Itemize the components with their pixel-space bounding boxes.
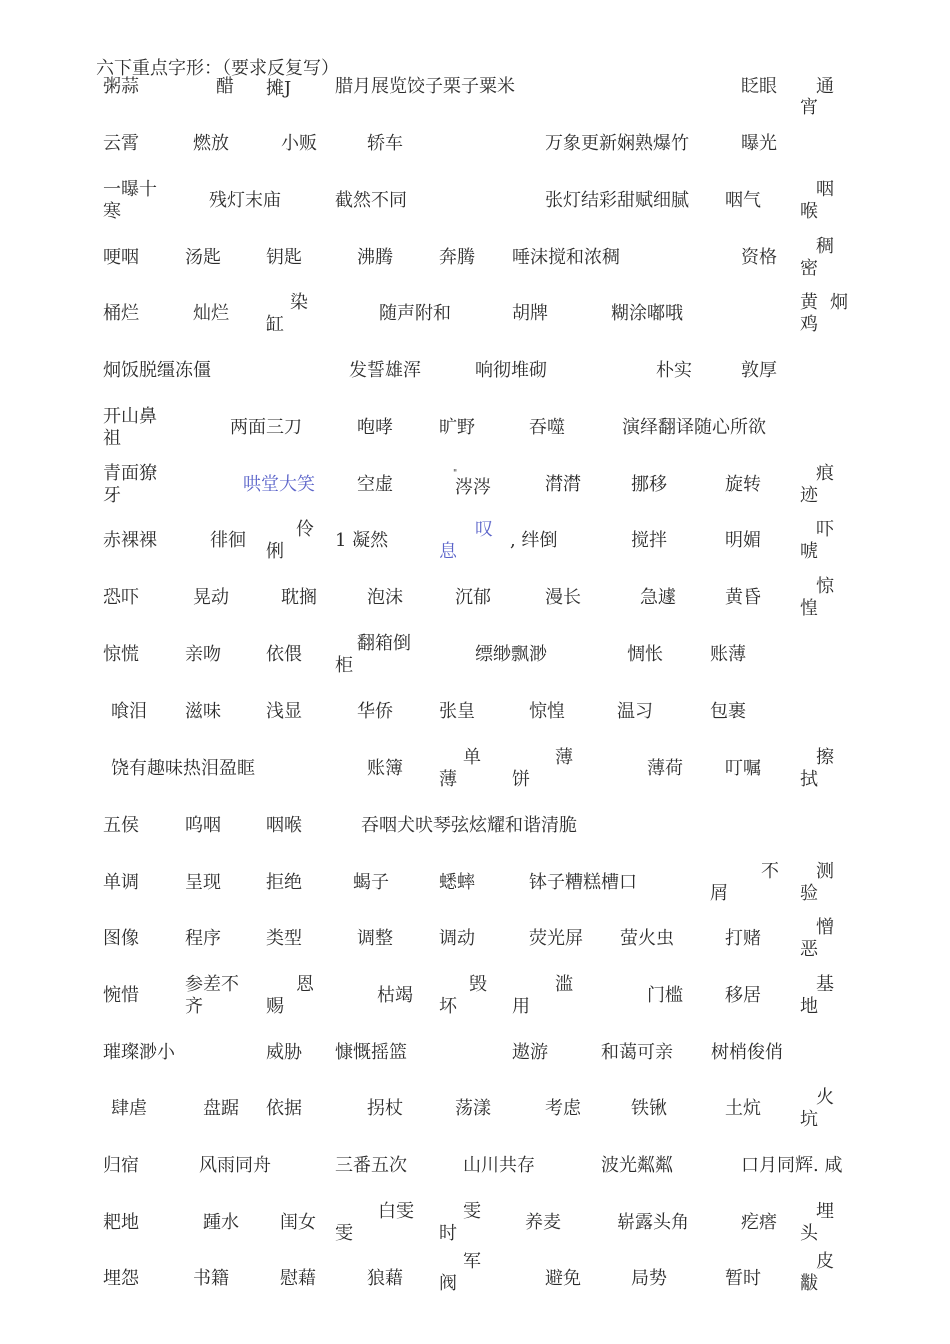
word-entry: 开山鼻 [103,406,157,427]
word-entry: 染 [290,292,308,313]
word-entry: 轿车 [367,133,403,154]
word-entry: 头 [800,1223,818,1244]
word-entry: 门槛 [647,985,683,1006]
word-entry: 图像 [103,928,139,949]
word-entry: 迹 [800,485,818,506]
word-entry: 响彻堆砌 [475,360,547,381]
page-title: 六下重点字形：（要求反复写） [96,58,339,79]
word-entry: 慷慨摇篮 [335,1042,407,1063]
word-entry: 一曝十 [103,179,157,200]
word-entry: 避免 [545,1268,581,1289]
word-entry: 叹 [475,519,493,540]
word-entry: 拒绝 [266,872,302,893]
word-entry: 旷野 [439,417,475,438]
word-entry: 铁锹 [631,1098,667,1119]
word-entry: 牙 [103,485,121,506]
word-entry: 黻 [800,1273,818,1294]
word-entry: 考虑 [545,1098,581,1119]
word-entry: 雯 [463,1201,481,1222]
word-entry: 吞噬 [529,417,565,438]
word-entry: 薄 [439,769,457,790]
word-entry: 憎 [816,917,834,938]
word-entry: 资格 [741,247,777,268]
word-entry: 崭露头角 [617,1212,689,1233]
word-entry: 泡沫 [367,587,403,608]
word-entry: 山川共存 [463,1155,535,1176]
word-entry: 拭 [800,769,818,790]
word-entry: , 绊倒 [510,530,558,551]
word-entry: 哽咽 [103,247,139,268]
word-entry: 赤裸裸 [103,530,157,551]
word-entry: 翻箱倒 [357,633,411,654]
word-entry: 滋味 [185,701,221,722]
word-entry: 单调 [103,872,139,893]
word-entry: " [453,469,458,479]
word-entry: 截然不同 [335,190,407,211]
word-entry: 皮 [816,1251,834,1272]
word-entry: 时 [439,1223,457,1244]
word-entry: 小贩 [281,133,317,154]
word-entry: 朴实 [656,360,692,381]
word-entry: 荧光屏 [529,928,583,949]
word-entry: 荡漾 [455,1098,491,1119]
word-entry: 枯竭 [377,985,413,1006]
word-entry: 急遽 [640,587,676,608]
word-entry: 齐 [185,996,203,1017]
word-entry: 搅拌 [631,530,667,551]
word-entry: 炯 [830,292,848,313]
word-entry: 曝光 [741,133,777,154]
word-entry: 惋惜 [103,985,139,1006]
word-entry: 调整 [357,928,393,949]
word-entry: 薄 [555,747,573,768]
word-entry: 唬 [800,541,818,562]
word-entry: 恩 [296,974,314,995]
word-entry: 醋 [216,76,234,97]
word-entry: 咽 [816,179,834,200]
word-entry: 踵水 [203,1212,239,1233]
word-entry: 咽气 [725,190,761,211]
word-entry: 赐 [266,996,284,1017]
word-entry: 慰藉 [280,1268,316,1289]
word-entry: 坑 [800,1109,818,1130]
word-entry: 盘踞 [203,1098,239,1119]
word-entry: 挪移 [631,474,667,495]
word-entry: 华侨 [357,701,393,722]
word-entry: 胡牌 [512,303,548,324]
word-entry: 沸腾 [357,247,393,268]
word-entry: 波光粼粼 [601,1155,673,1176]
word-entry: 青面獠 [103,463,157,484]
word-entry: 钥匙 [266,247,302,268]
word-entry: 张皇 [439,701,475,722]
word-entry: 灿烂 [193,303,229,324]
word-entry: 测 [816,861,834,882]
word-entry: 明媚 [725,530,761,551]
word-entry: 包裹 [710,701,746,722]
word-entry: 俐 [266,541,284,562]
word-entry: 缸 [266,314,284,335]
word-entry: 咽喉 [266,815,302,836]
word-entry: 沉郁 [455,587,491,608]
word-entry: 徘徊 [210,530,246,551]
word-entry: 惶 [800,598,818,619]
word-entry: 移居 [725,985,761,1006]
word-entry: 叮嘱 [725,758,761,779]
word-entry: 粥蒜 [103,76,139,97]
word-entry: 两面三刀 [230,417,302,438]
word-entry: 息 [439,541,457,562]
word-entry: 祖 [103,428,121,449]
word-entry: 阀 [439,1273,457,1294]
word-entry: 书籍 [193,1268,229,1289]
word-entry: 密 [800,258,818,279]
word-entry: 基 [816,974,834,995]
word-entry: 归宿 [103,1155,139,1176]
word-entry: 糊涂嘟哦 [611,303,683,324]
word-entry: 单 [463,747,481,768]
word-entry: 打赌 [725,928,761,949]
word-entry: 参差不 [185,974,239,995]
word-entry: 吞咽犬吠琴弦炫耀和谐清脆 [361,815,577,836]
word-entry: 唾沫搅和浓稠 [512,247,620,268]
word-entry: 土炕 [725,1098,761,1119]
word-entry: 敦厚 [741,360,777,381]
word-entry: 屑 [710,883,728,904]
word-entry: 黄昏 [725,587,761,608]
word-entry: 桶烂 [103,303,139,324]
word-entry: 蟋蟀 [439,872,475,893]
word-entry: 威胁 [266,1042,302,1063]
word-entry: 饼 [512,769,530,790]
word-entry: 吓 [816,519,834,540]
word-entry: 疙瘩 [741,1212,777,1233]
word-entry: 五侯 [103,815,139,836]
word-entry: 账簿 [367,758,403,779]
word-entry: 惊 [816,576,834,597]
word-entry: 汤匙 [185,247,221,268]
word-entry: 拐杖 [367,1098,403,1119]
word-entry: 奔腾 [439,247,475,268]
word-entry: 遨游 [512,1042,548,1063]
word-entry: 燃放 [193,133,229,154]
word-entry: 张灯结彩甜赋细腻 [545,190,689,211]
word-entry: 惊慌 [103,644,139,665]
word-entry: 缥缈飘渺 [475,644,547,665]
word-entry: 钵子糟糕槽口 [529,872,637,893]
word-entry: 白雯 [378,1201,414,1222]
word-entry: 雯 [335,1223,353,1244]
word-entry: 毁 [469,974,487,995]
word-entry: 树梢俊俏 [711,1042,783,1063]
word-entry: 三番五次 [335,1155,407,1176]
word-entry: 饶有趣味热泪盈眶 [111,758,255,779]
word-entry: 不 [761,861,779,882]
word-entry: 1 凝然 [335,530,389,551]
word-entry: 程序 [185,928,221,949]
word-entry: 滥 [555,974,573,995]
word-entry: 火 [816,1087,834,1108]
word-entry: 惆怅 [627,644,663,665]
word-entry: 潸潸 [545,474,581,495]
word-entry: 调动 [439,928,475,949]
word-entry: 漫长 [545,587,581,608]
word-entry: 云霄 [103,133,139,154]
word-entry: 薄荷 [647,758,683,779]
word-entry: 萤火虫 [620,928,674,949]
word-entry: 擦 [816,747,834,768]
word-entry: 账薄 [710,644,746,665]
word-entry: 狼藉 [367,1268,403,1289]
word-entry: 痕 [816,463,834,484]
word-entry: 风雨同舟 [199,1155,271,1176]
word-entry: 晃动 [193,587,229,608]
word-entry: 炯饭脱缰冻僵 [103,360,211,381]
word-entry: 埋 [816,1201,834,1222]
word-entry: 残灯末庙 [209,190,281,211]
word-entry: 耽搁 [281,587,317,608]
word-entry: 温习 [617,701,653,722]
word-entry: 依偎 [266,644,302,665]
word-entry: 通 [816,76,834,97]
word-entry: 眨眼 [741,76,777,97]
word-entry: 稠 [816,236,834,257]
word-entry: 演绎翻译随心所欲 [622,417,766,438]
word-entry: 口月同辉. 咸 [741,1155,843,1176]
word-entry: 万象更新娴熟爆竹 [545,133,689,154]
word-entry: 鸡 [800,314,818,335]
word-entry: 依据 [266,1098,302,1119]
word-entry: 肆虐 [111,1098,147,1119]
word-entry: 伶 [296,519,314,540]
word-entry: 耙地 [103,1212,139,1233]
word-entry: 暂时 [725,1268,761,1289]
word-entry: 恐吓 [103,587,139,608]
word-entry: 验 [800,883,818,904]
word-entry: 浅显 [266,701,302,722]
word-entry: 恶 [800,939,818,960]
word-entry: 呈现 [185,872,221,893]
word-entry: 类型 [266,928,302,949]
word-entry: 喉 [800,201,818,222]
word-entry: 空虚 [357,474,393,495]
word-entry: 埋怨 [103,1268,139,1289]
word-entry: 旋转 [725,474,761,495]
word-entry: 局势 [631,1268,667,1289]
word-entry: 亲吻 [185,644,221,665]
word-entry: 和蔼可亲 [601,1042,673,1063]
word-entry: 呜咽 [185,815,221,836]
word-entry: 喰泪 [111,701,147,722]
word-entry: 坏 [439,996,457,1017]
word-entry: 璀璨渺小 [103,1042,175,1063]
word-entry: 腊月展览饺子栗子粟米 [335,76,515,97]
word-entry: 地 [800,996,818,1017]
word-entry: 闺女 [280,1212,316,1233]
word-entry: 军 [463,1251,481,1272]
word-entry: 惊惶 [529,701,565,722]
word-entry: 发誓雄浑 [349,360,421,381]
word-entry: 摊J [266,78,292,99]
word-entry: 养麦 [525,1212,561,1233]
word-entry: 蝎子 [353,872,389,893]
word-entry: 随声附和 [379,303,451,324]
word-entry: 哄堂大笑 [243,474,315,495]
word-entry: 用 [512,996,530,1017]
word-entry: 涔涔 [455,477,491,498]
word-entry: 寒 [103,201,121,222]
word-entry: 宵 [800,97,818,118]
word-entry: 咆哮 [357,417,393,438]
word-entry: 黄 [800,292,818,313]
word-entry: 柜 [335,655,353,676]
